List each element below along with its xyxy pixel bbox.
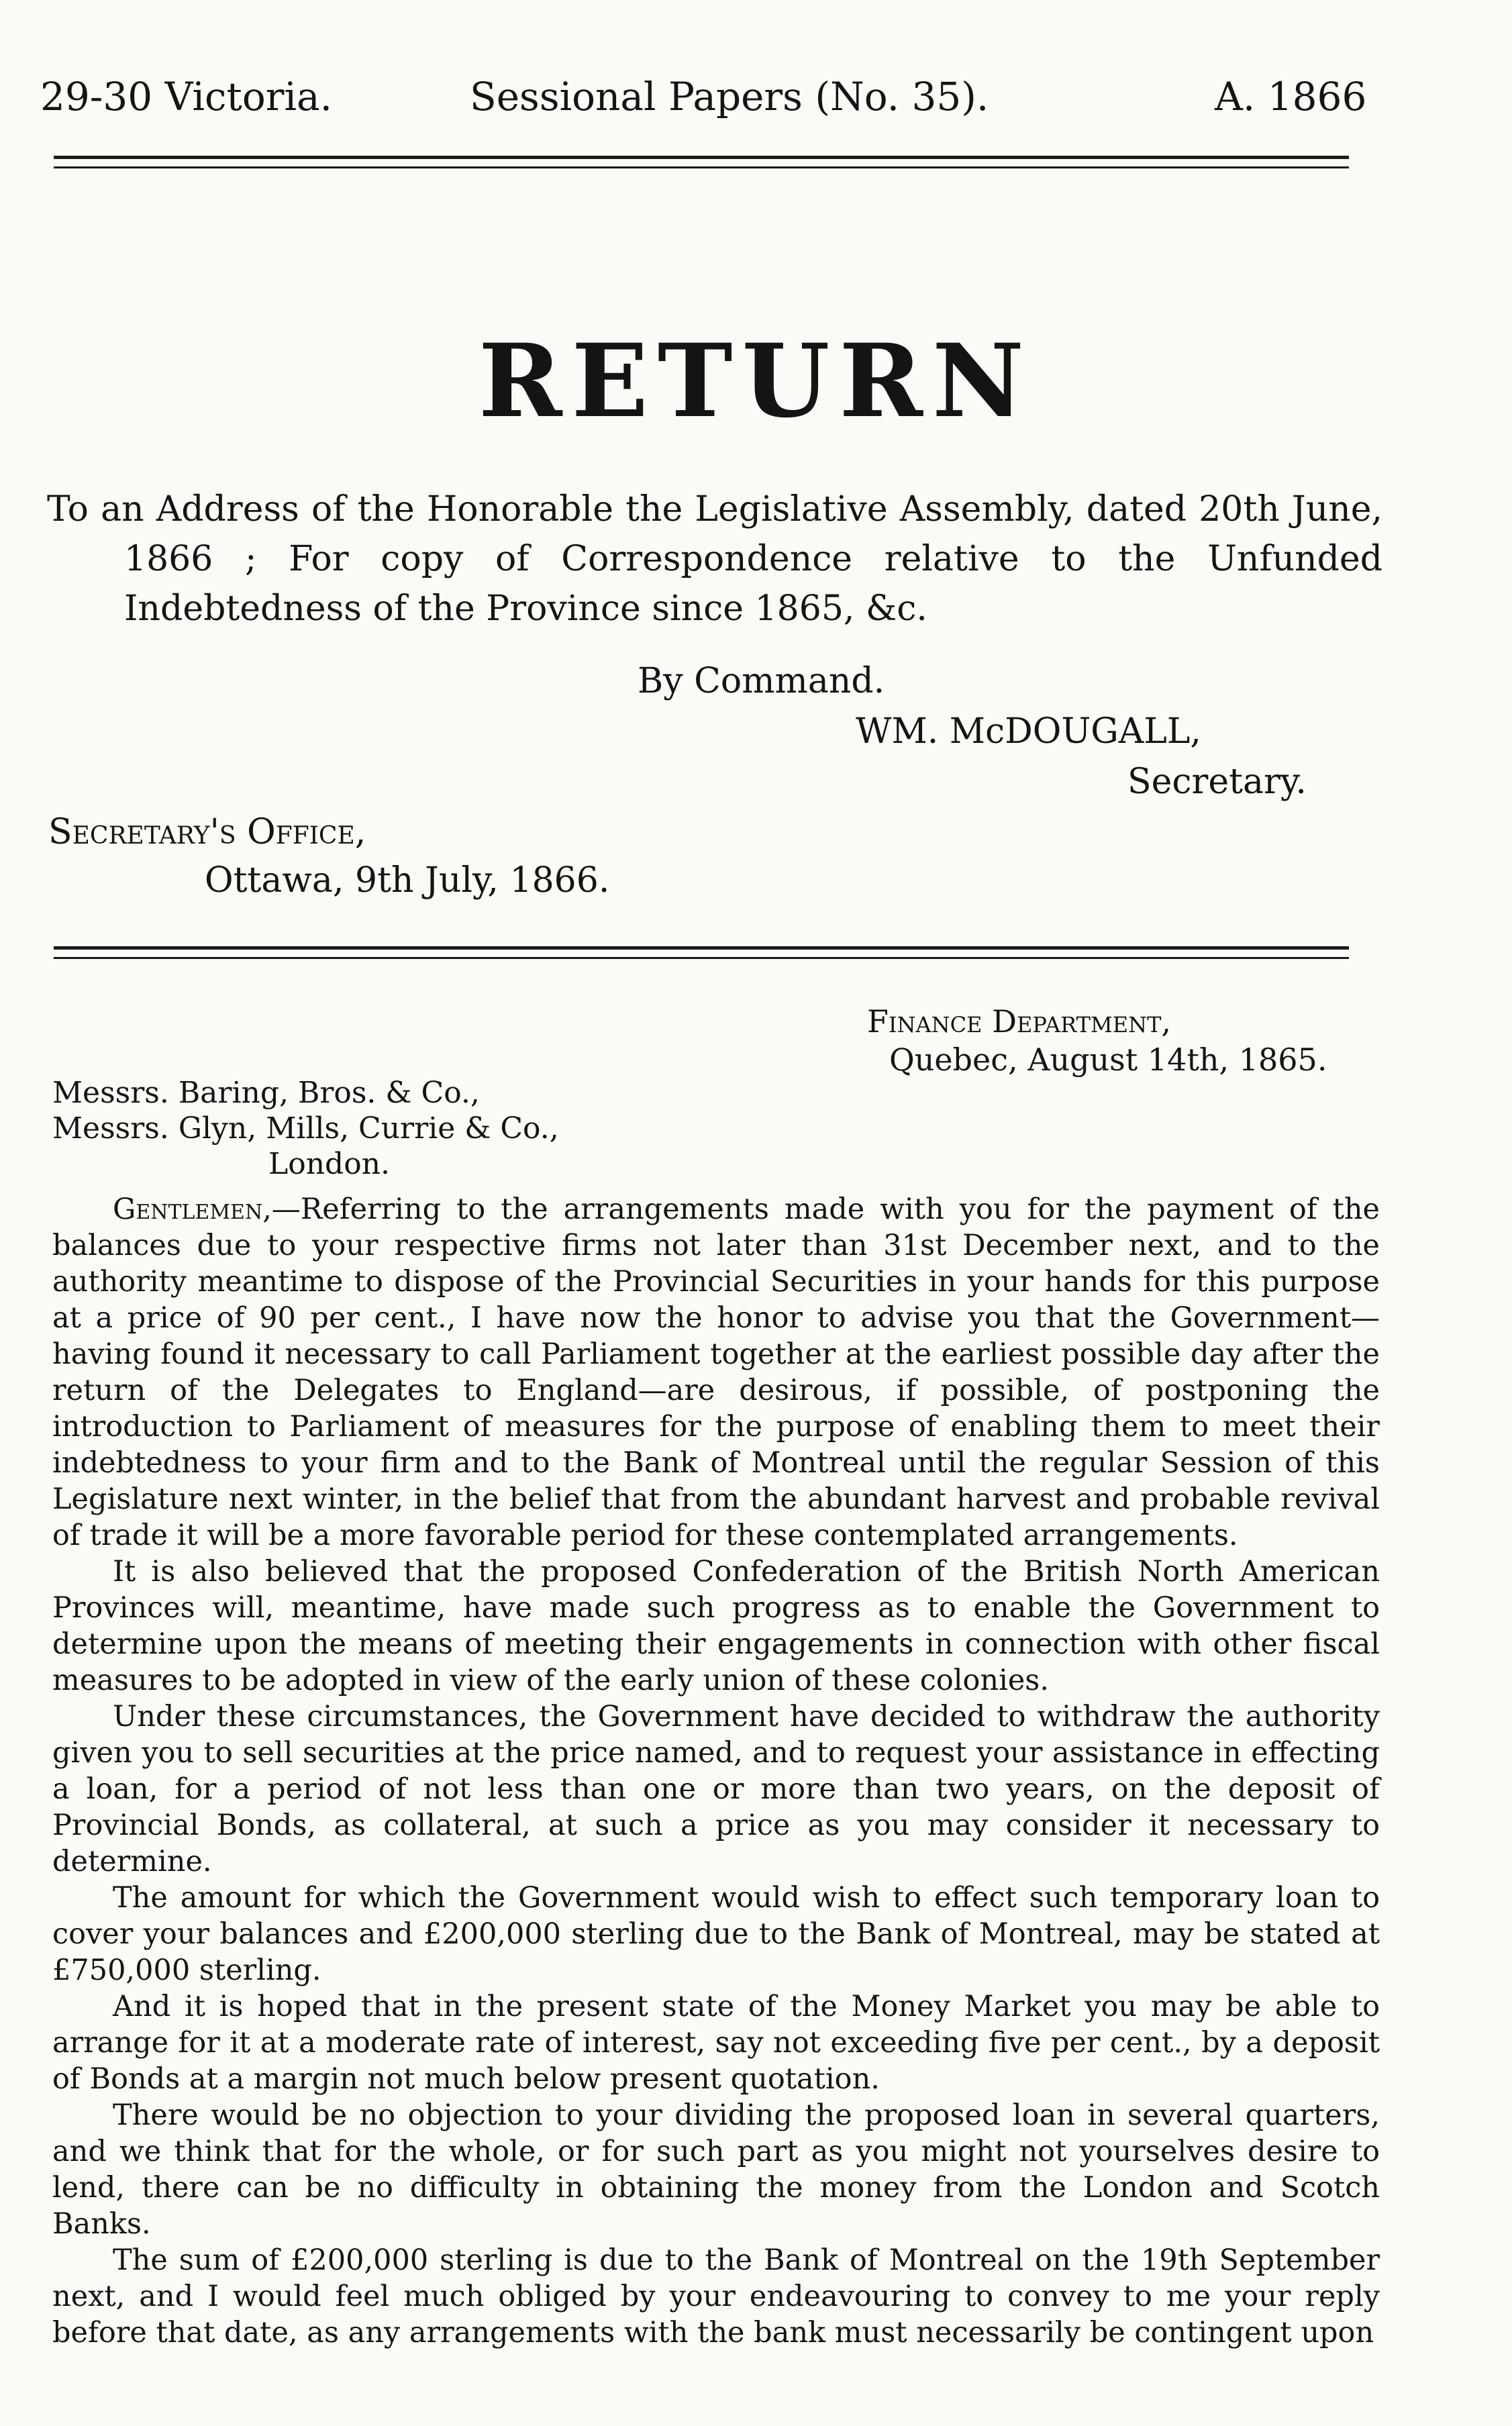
letter-place-date: Quebec, August 14th, 1865. bbox=[889, 1042, 1327, 1078]
letter-paragraph: Under these circumstances, the Government have decided to withdraw the authority given you to sell securities at the price named, and to request your assistance in effecting a loan, for a period of not less than one or more than two years, on the deposit of Provincial Bonds, as collateral, at such a price as you may consider it necessary to determine. bbox=[52, 1700, 1380, 1878]
letter-body bbox=[52, 1191, 1380, 2351]
signatory-name: WM. McDOUGALL, bbox=[856, 711, 1201, 752]
recipient-line: Messrs. Baring, Bros. & Co., bbox=[52, 1076, 480, 1110]
office-name: Secretary's Office, bbox=[48, 812, 366, 852]
letter-paragraph: It is also believed that the proposed Confederation of the British North American Provinces will, meantime, have made such progress as to enable the Government to determine upon the means of meeting their engagements in connection with other fiscal measures to be adopted in view of the early union of these colonies. bbox=[52, 1555, 1380, 1697]
paragraph-text: —Referring to the arrangements made with you for the payment of the balances due to your respective firms not later than 31st December next, and to the authority meantime to dispose of the Provincial Securities in your hands for this purpose at a price of 90 per cent., I have now the honor to advise you that the Government—having found it necessary to call Parliament together at the earliest possible day after the return of the Delegates to England—are desirous, if possible, of postponing the introduction to Parliament of measures for the purpose of enabling them to meet their indebtedness to your firm and to the Bank of Montreal until the regular Session of this Legislature next winter, in the belief that from the abundant harvest and probable revival of trade it will be a more favorable period for these contemplated arrangements. bbox=[52, 1193, 1380, 1552]
salutation: Gentlemen, bbox=[113, 1193, 272, 1226]
document-title: RETURN bbox=[478, 322, 1034, 440]
letter-paragraph bbox=[52, 1191, 1380, 1554]
recipient-line: Messrs. Glyn, Mills, Currie & Co., bbox=[52, 1111, 559, 1146]
header-rule-bottom bbox=[54, 166, 1349, 168]
letter-department: Finance Department, bbox=[867, 1003, 1172, 1040]
header-session: 29-30 Victoria. bbox=[40, 74, 333, 119]
letter-paragraph: The sum of £200,000 sterling is due to the Bank of Montreal on the 19th September next, and I would feel much obliged by your endeavouring to convey to me your reply before that date, as any arrangements with the bank must necessarily be contingent upon bbox=[52, 2243, 1380, 2349]
section-rule-bottom bbox=[54, 957, 1349, 959]
header-sessional-papers: Sessional Papers (No. 35). bbox=[470, 74, 989, 119]
header-year: A. 1866 bbox=[1215, 74, 1367, 119]
letter-paragraph: There would be no objection to your dividing the proposed loan in several quarters, and we think that for the whole, or for such part as you might not yourselves desire to lend, there can be no difficulty in obtaining the money from the London and Scotch Banks. bbox=[52, 2099, 1380, 2241]
by-command: By Command. bbox=[638, 661, 885, 701]
recipient-line: London. bbox=[268, 1147, 391, 1181]
office-place-date: Ottawa, 9th July, 1866. bbox=[205, 860, 610, 901]
letter-paragraph: And it is hoped that in the present state of the Money Market you may be able to arrange for it at a moderate rate of interest, say not exceeding five per cent., by a deposit of Bonds at a margin not much below present quotation. bbox=[52, 1990, 1380, 2096]
address-paragraph: To an Address of the Honorable the Legislative Assembly, dated 20th June, 1866 ; For copy of Correspondence relative to the Unfunded Indebtedness of the Province since 1865, &c. bbox=[47, 489, 1382, 629]
section-rule-top bbox=[54, 946, 1349, 950]
header-rule-top bbox=[54, 156, 1349, 159]
letter-paragraph: The amount for which the Government would wish to effect such temporary loan to cover your balances and £200,000 sterling due to the Bank of Montreal, may be stated at £750,000 sterling. bbox=[52, 1881, 1380, 1987]
signatory-title: Secretary. bbox=[1127, 762, 1307, 802]
